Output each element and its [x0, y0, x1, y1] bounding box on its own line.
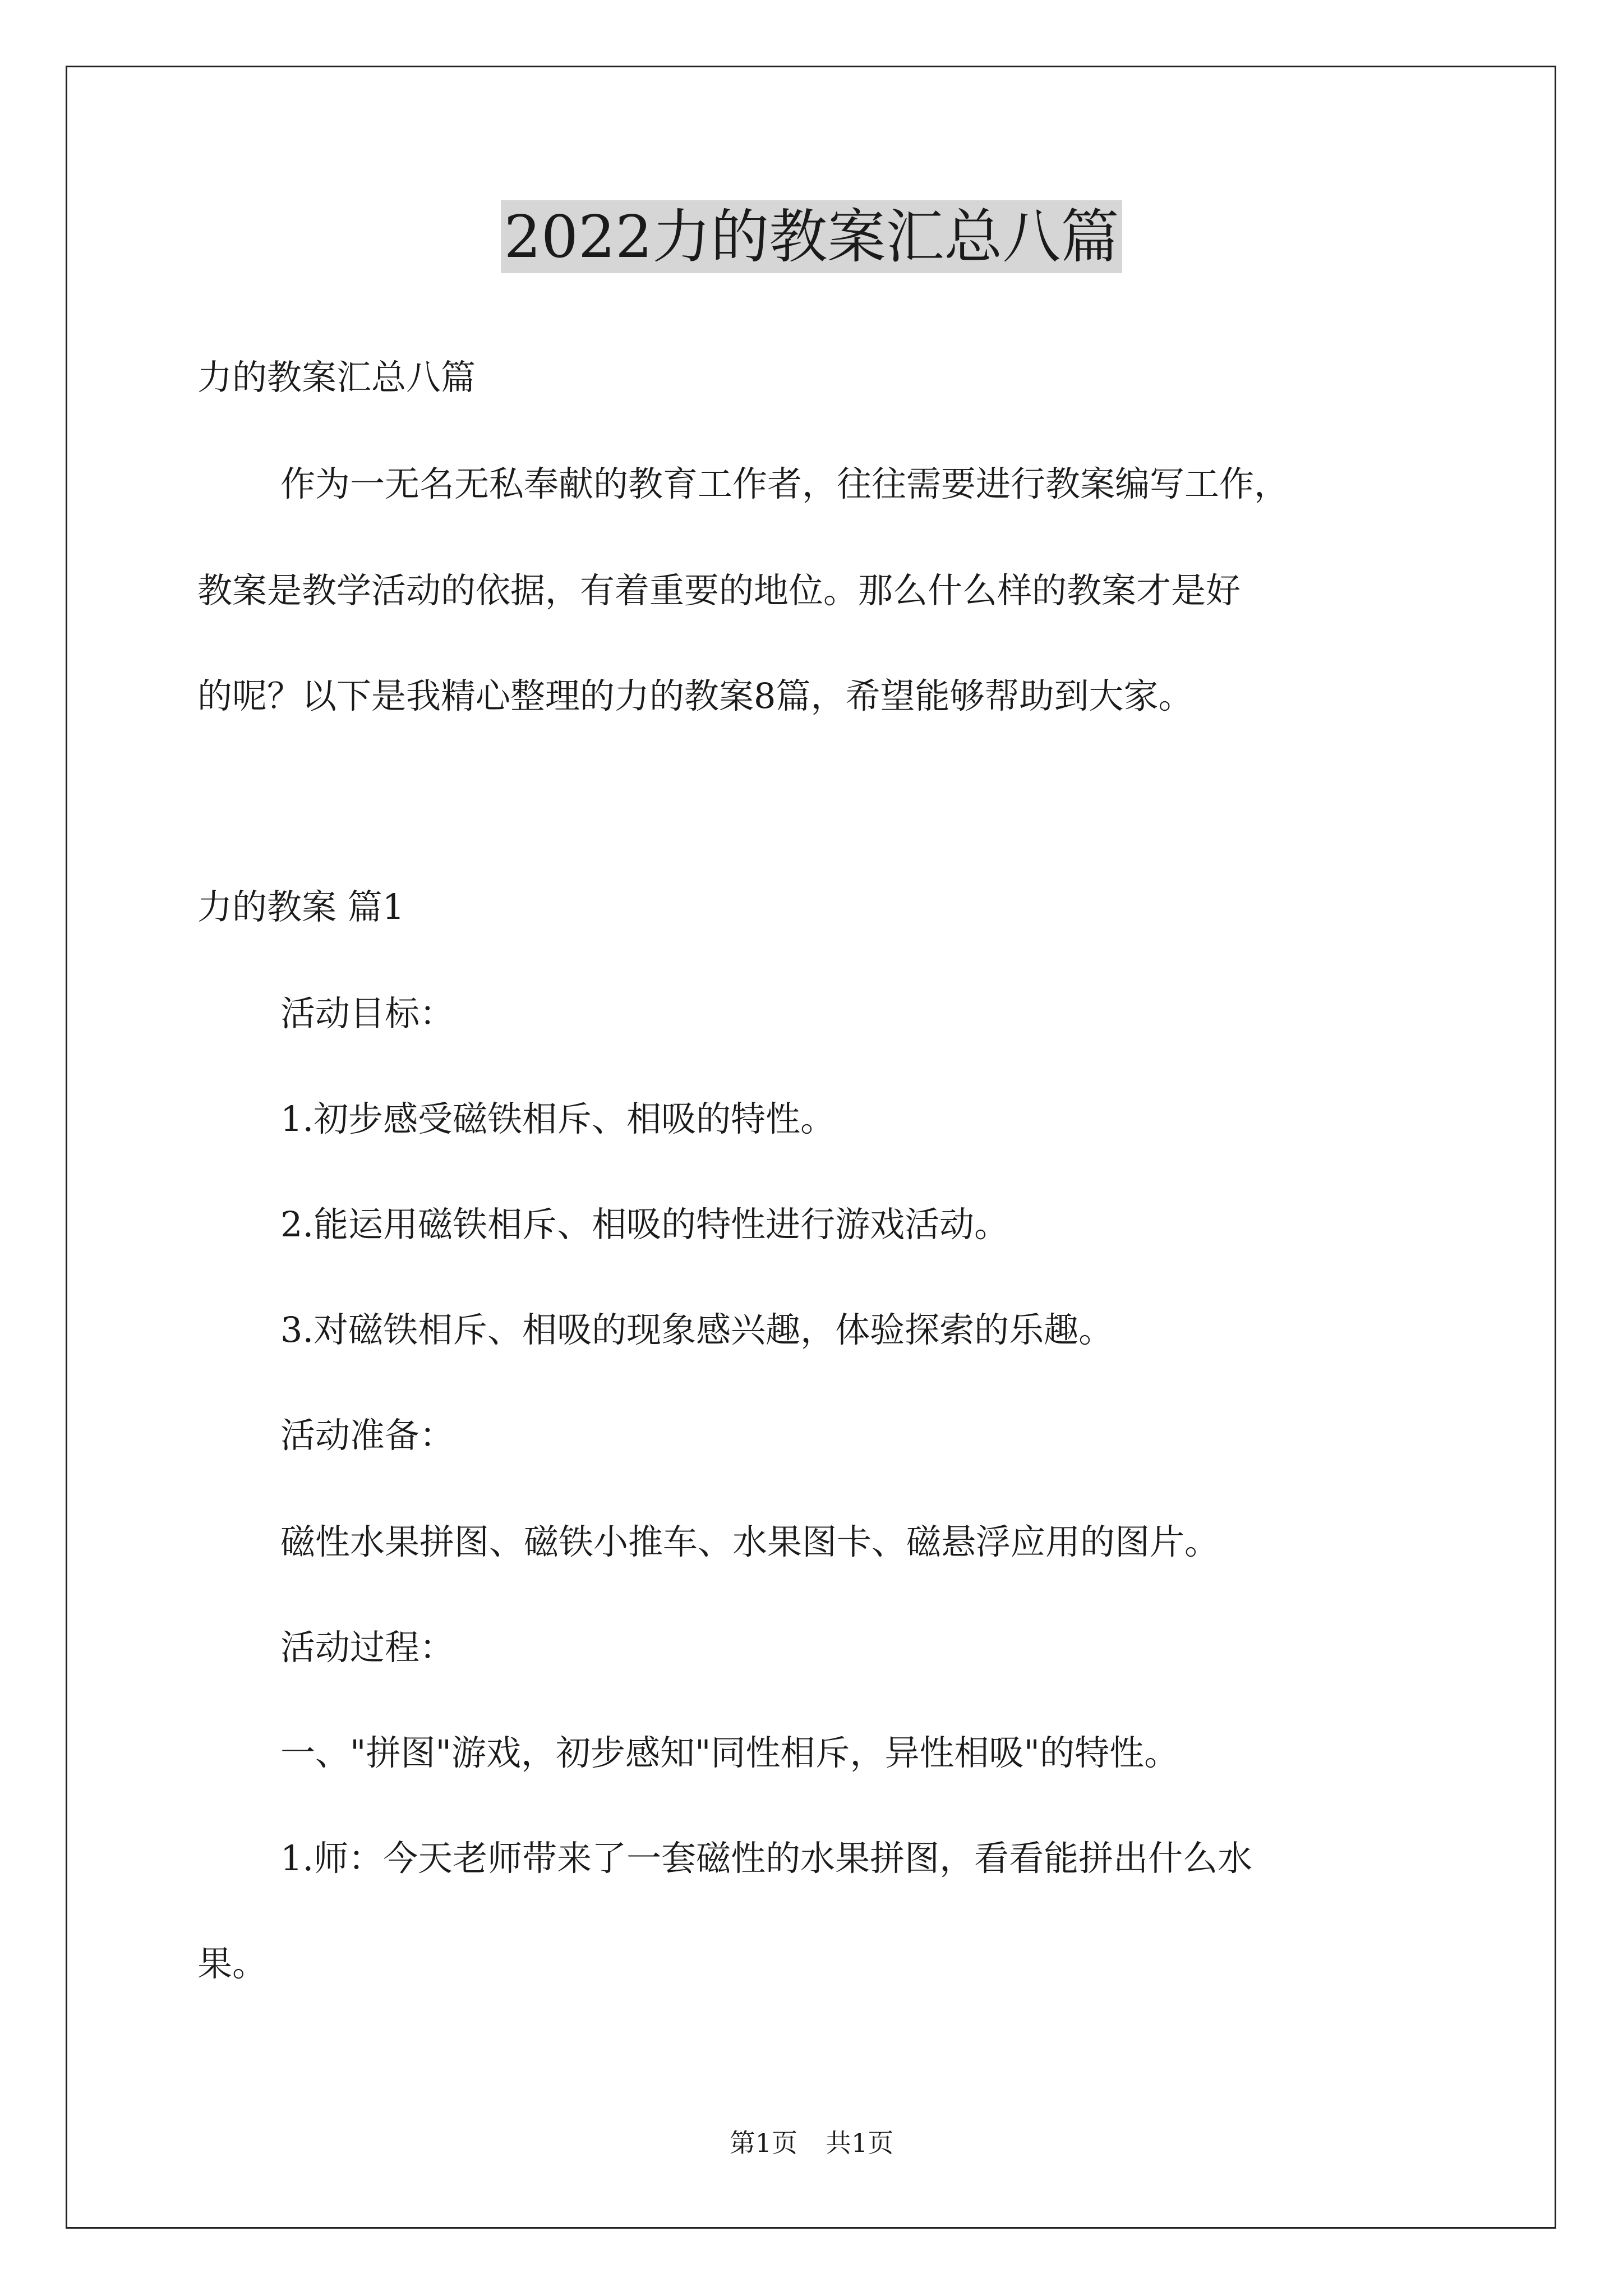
- body-line-teacher-line: 1.师：今天老师带来了一套磁性的水果拼图，看看能拼出什么水: [280, 1838, 1253, 1879]
- page-number: 第1页: [729, 2128, 797, 2158]
- body-line-preparation-heading: 活动准备：: [280, 1415, 455, 1456]
- document-title: [0, 197, 1623, 276]
- body-line-process-step-1: 一、"拼图"游戏，初步感知"同性相斥，异性相吸"的特性。: [280, 1732, 1179, 1773]
- intro-line-3: 的呢？以下是我精心整理的力的教案8篇，希望能够帮助到大家。: [197, 675, 1193, 716]
- intro-line-2: 教案是教学活动的依据，有着重要的地位。那么什么样的教案才是好: [197, 570, 1241, 611]
- page-total: 共1页: [826, 2128, 894, 2158]
- document-title-text: 2022力的教案汇总八篇: [501, 200, 1123, 273]
- body-line-objective-1: 1.初步感受磁铁相斥、相吸的特性。: [280, 1098, 836, 1139]
- body-line-preparation-items: 磁性水果拼图、磁铁小推车、水果图卡、磁悬浮应用的图片。: [280, 1521, 1220, 1562]
- page-footer: [0, 2126, 1623, 2160]
- body-line-process-heading: 活动过程：: [280, 1627, 455, 1668]
- body-line-objective-2: 2.能运用磁铁相斥、相吸的特性进行游戏活动。: [280, 1204, 1009, 1245]
- intro-line-1: 作为一无名无私奉献的教育工作者，往往需要进行教案编写工作，: [280, 463, 1289, 504]
- document-subtitle: 力的教案汇总八篇: [197, 357, 476, 398]
- body-line-objective-3: 3.对磁铁相斥、相吸的现象感兴趣，体验探索的乐趣。: [280, 1309, 1114, 1350]
- body-line-objectives-heading: 活动目标：: [280, 993, 455, 1034]
- body-line-teacher-line-cont: 果。: [197, 1943, 268, 1984]
- section-heading: 力的教案 篇1: [197, 886, 405, 927]
